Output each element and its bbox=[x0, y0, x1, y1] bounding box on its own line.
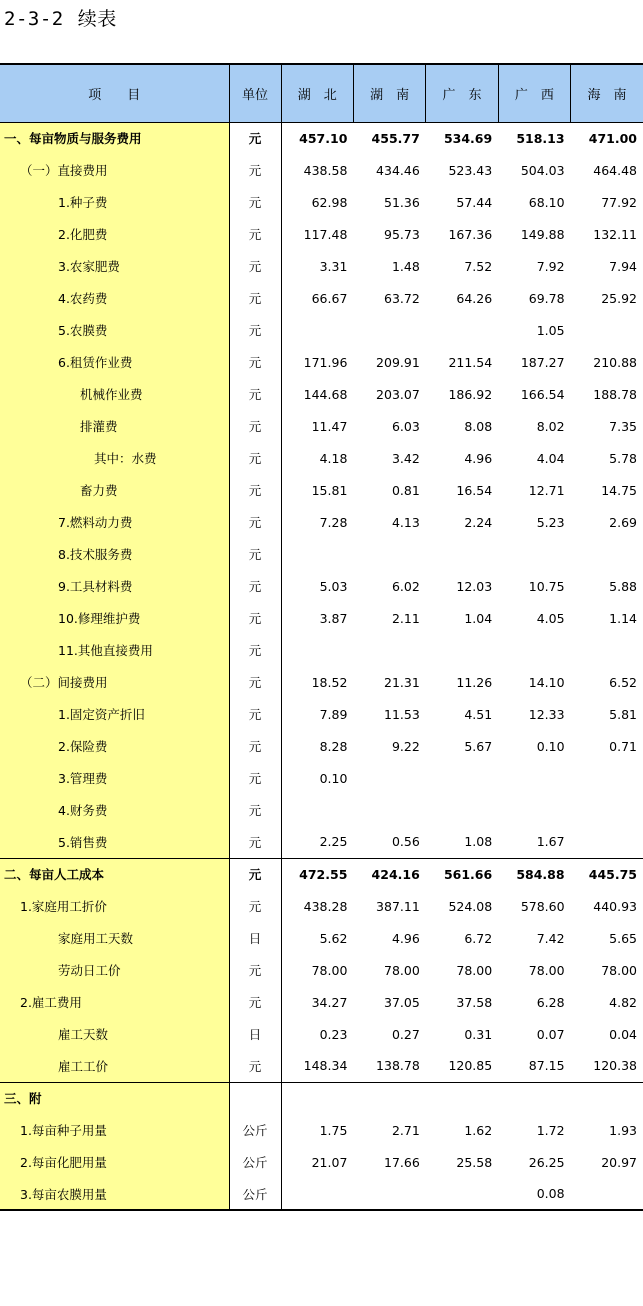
row-label: 2.保险费 bbox=[0, 730, 229, 762]
row-unit: 元 bbox=[229, 1050, 281, 1082]
cell-value: 0.10 bbox=[536, 738, 565, 754]
row-unit bbox=[229, 1082, 281, 1114]
header-region: 湖 北 bbox=[281, 64, 353, 122]
cell-value: 57.44 bbox=[456, 194, 493, 210]
cell-value: 7.94 bbox=[609, 258, 637, 274]
row-unit: 元 bbox=[229, 954, 281, 986]
cell-value: 51.36 bbox=[384, 194, 420, 210]
cell-value bbox=[281, 1178, 353, 1210]
row-unit: 元 bbox=[229, 154, 281, 186]
cell-value: 66.67 bbox=[311, 290, 348, 306]
cell-value bbox=[281, 314, 353, 346]
cell-value: 438.28 bbox=[303, 898, 348, 914]
cell-value: 20.97 bbox=[601, 1154, 637, 1170]
cell-value: 5.03 bbox=[319, 578, 348, 594]
table-row bbox=[0, 154, 643, 186]
row-unit: 元 bbox=[229, 986, 281, 1018]
row-unit: 元 bbox=[229, 634, 281, 666]
cell-value: 0.56 bbox=[391, 834, 420, 850]
cell-value: 132.11 bbox=[593, 226, 637, 242]
cell-value: 472.55 bbox=[281, 858, 353, 890]
row-label: 家庭用工天数 bbox=[0, 922, 229, 954]
cell-value bbox=[571, 762, 643, 794]
cell-value: 0.71 bbox=[609, 738, 637, 754]
cell-value: 584.88 bbox=[498, 858, 570, 890]
cell-value: 117.48 bbox=[303, 226, 348, 242]
cell-value bbox=[571, 314, 643, 346]
cell-value bbox=[426, 1178, 498, 1210]
cell-value bbox=[426, 538, 498, 570]
cell-value: 1.75 bbox=[319, 1122, 348, 1138]
cell-value: 5.67 bbox=[464, 738, 493, 754]
cell-value: 424.16 bbox=[353, 858, 425, 890]
row-label: 三、附 bbox=[0, 1082, 229, 1114]
cell-value: 4.05 bbox=[536, 610, 565, 626]
cell-value: 1.72 bbox=[536, 1122, 565, 1138]
cell-value: 4.04 bbox=[536, 450, 565, 466]
table-row bbox=[0, 122, 643, 154]
table-row bbox=[0, 378, 643, 410]
row-label: 9.工具材料费 bbox=[0, 570, 229, 602]
cell-value: 0.27 bbox=[391, 1026, 420, 1042]
table-row bbox=[0, 442, 643, 474]
cell-value: 0.23 bbox=[319, 1026, 348, 1042]
header-region: 海 南 bbox=[571, 64, 643, 122]
cell-value: 2.69 bbox=[609, 514, 637, 530]
row-label: 5.农膜费 bbox=[0, 314, 229, 346]
cell-value: 4.96 bbox=[464, 450, 493, 466]
table-row bbox=[0, 314, 643, 346]
cell-value bbox=[571, 826, 643, 858]
table-row bbox=[0, 794, 643, 826]
cell-value: 14.75 bbox=[601, 482, 637, 498]
cell-value: 7.35 bbox=[609, 418, 637, 434]
row-unit: 元 bbox=[229, 474, 281, 506]
cell-value: 64.26 bbox=[456, 290, 493, 306]
row-unit: 元 bbox=[229, 346, 281, 378]
table-row bbox=[0, 762, 643, 794]
table-row bbox=[0, 954, 643, 986]
cell-value: 518.13 bbox=[516, 130, 565, 146]
table-title bbox=[4, 6, 117, 32]
cell-value: 3.42 bbox=[391, 450, 420, 466]
row-label: 3.农家肥费 bbox=[0, 250, 229, 282]
cell-value: 63.72 bbox=[384, 290, 420, 306]
row-label: （二）间接费用 bbox=[0, 666, 229, 698]
table-row bbox=[0, 698, 643, 730]
cell-value: 69.78 bbox=[528, 290, 565, 306]
cell-value: 6.03 bbox=[391, 418, 420, 434]
row-label: 6.租赁作业费 bbox=[0, 346, 229, 378]
cell-value: 4.51 bbox=[464, 706, 493, 722]
table-row bbox=[0, 506, 643, 538]
cell-value: 149.88 bbox=[520, 226, 565, 242]
cell-value: 0.31 bbox=[464, 1026, 493, 1042]
row-unit: 元 bbox=[229, 538, 281, 570]
row-unit: 元 bbox=[229, 858, 281, 890]
row-label: 二、每亩人工成本 bbox=[0, 858, 229, 890]
cell-value: 387.11 bbox=[376, 898, 420, 914]
statistics-table bbox=[0, 63, 643, 1211]
cell-value: 0.81 bbox=[391, 482, 420, 498]
table-row bbox=[0, 538, 643, 570]
cell-value bbox=[353, 314, 425, 346]
cell-value: 1.05 bbox=[536, 322, 565, 338]
cell-value: 25.92 bbox=[601, 290, 637, 306]
cell-value: 2.24 bbox=[464, 514, 493, 530]
row-label: 2.雇工费用 bbox=[0, 986, 229, 1018]
row-label: （一）直接费用 bbox=[0, 154, 229, 186]
cell-value: 78.00 bbox=[456, 962, 493, 978]
cell-value: 7.52 bbox=[464, 258, 493, 274]
cell-value: 524.08 bbox=[448, 898, 493, 914]
row-label: 4.农药费 bbox=[0, 282, 229, 314]
cell-value: 2.71 bbox=[391, 1122, 420, 1138]
cell-value: 209.91 bbox=[376, 354, 420, 370]
cell-value: 1.14 bbox=[609, 610, 637, 626]
table-row bbox=[0, 634, 643, 666]
cell-value: 171.96 bbox=[303, 354, 348, 370]
cell-value: 138.78 bbox=[376, 1058, 420, 1074]
cell-value: 166.54 bbox=[520, 386, 565, 402]
cell-value: 144.68 bbox=[303, 386, 348, 402]
cell-value: 37.58 bbox=[456, 994, 493, 1010]
cell-value: 95.73 bbox=[384, 226, 420, 242]
cell-value: 1.93 bbox=[609, 1122, 637, 1138]
table-row bbox=[0, 1178, 643, 1210]
cell-value bbox=[353, 538, 425, 570]
row-label: 畜力费 bbox=[0, 474, 229, 506]
row-unit: 元 bbox=[229, 410, 281, 442]
cell-value: 62.98 bbox=[311, 194, 348, 210]
cell-value: 15.81 bbox=[311, 482, 348, 498]
cell-value bbox=[281, 794, 353, 826]
header-item: 项 目 bbox=[0, 64, 229, 122]
row-label: 5.销售费 bbox=[0, 826, 229, 858]
cell-value: 1.04 bbox=[464, 610, 493, 626]
cell-value bbox=[353, 794, 425, 826]
row-label: 2.化肥费 bbox=[0, 218, 229, 250]
cell-value: 78.00 bbox=[311, 962, 348, 978]
cell-value bbox=[426, 762, 498, 794]
row-unit: 元 bbox=[229, 442, 281, 474]
row-label: 11.其他直接费用 bbox=[0, 634, 229, 666]
cell-value: 8.02 bbox=[536, 418, 565, 434]
row-unit: 公斤 bbox=[229, 1178, 281, 1210]
cell-value: 4.13 bbox=[391, 514, 420, 530]
cell-value: 87.15 bbox=[528, 1058, 565, 1074]
cell-value bbox=[426, 1082, 498, 1114]
cell-value: 3.31 bbox=[319, 258, 348, 274]
cell-value: 77.92 bbox=[601, 194, 637, 210]
row-label: 10.修理维护费 bbox=[0, 602, 229, 634]
cell-value: 0.08 bbox=[498, 1178, 570, 1210]
cell-value: 8.08 bbox=[464, 418, 493, 434]
row-label: 其中：水费 bbox=[0, 442, 229, 474]
cell-value: 7.92 bbox=[536, 258, 565, 274]
cell-value: 4.18 bbox=[319, 450, 348, 466]
cell-value bbox=[353, 762, 425, 794]
cell-value: 6.72 bbox=[464, 930, 493, 946]
cell-value bbox=[353, 1082, 425, 1114]
row-label: 机械作业费 bbox=[0, 378, 229, 410]
cell-value: 4.96 bbox=[391, 930, 420, 946]
cell-value: 188.78 bbox=[593, 386, 637, 402]
cell-value: 26.25 bbox=[528, 1154, 565, 1170]
row-unit: 日 bbox=[229, 922, 281, 954]
cell-value: 5.78 bbox=[609, 450, 637, 466]
table-row bbox=[0, 602, 643, 634]
cell-value: 203.07 bbox=[376, 386, 420, 402]
row-unit: 元 bbox=[229, 122, 281, 154]
cell-value: 6.52 bbox=[609, 674, 637, 690]
cell-value bbox=[426, 794, 498, 826]
cell-value: 10.75 bbox=[528, 578, 565, 594]
table-row bbox=[0, 890, 643, 922]
table-row bbox=[0, 730, 643, 762]
cell-value: 561.66 bbox=[426, 858, 498, 890]
cell-value: 4.82 bbox=[609, 994, 637, 1010]
row-unit: 元 bbox=[229, 506, 281, 538]
cell-value bbox=[426, 314, 498, 346]
cell-value bbox=[353, 1178, 425, 1210]
table-row bbox=[0, 826, 643, 858]
cell-value: 9.22 bbox=[391, 738, 420, 754]
row-label: 1.家庭用工折价 bbox=[0, 890, 229, 922]
row-unit: 元 bbox=[229, 730, 281, 762]
cell-value: 18.52 bbox=[311, 674, 348, 690]
cell-value: 167.36 bbox=[448, 226, 493, 242]
row-unit: 元 bbox=[229, 602, 281, 634]
row-label: 8.技术服务费 bbox=[0, 538, 229, 570]
table-row bbox=[0, 1050, 643, 1082]
cell-value: 578.60 bbox=[520, 898, 565, 914]
row-label: 3.管理费 bbox=[0, 762, 229, 794]
row-label: 劳动日工价 bbox=[0, 954, 229, 986]
table-row bbox=[0, 1018, 643, 1050]
cell-value: 0.07 bbox=[536, 1026, 565, 1042]
table-row bbox=[0, 858, 643, 890]
cell-value: 78.00 bbox=[528, 962, 565, 978]
cell-value bbox=[281, 538, 353, 570]
cell-value: 8.28 bbox=[319, 738, 348, 754]
cell-value: 5.23 bbox=[536, 514, 565, 530]
row-label: 一、每亩物质与服务费用 bbox=[0, 122, 229, 154]
cell-value: 21.31 bbox=[384, 674, 420, 690]
cell-value: 440.93 bbox=[593, 898, 637, 914]
table-row bbox=[0, 1146, 643, 1178]
cell-value: 1.48 bbox=[391, 258, 420, 274]
table-row bbox=[0, 1082, 643, 1114]
table-row bbox=[0, 570, 643, 602]
table-row bbox=[0, 474, 643, 506]
cell-value bbox=[498, 634, 570, 666]
table-row bbox=[0, 922, 643, 954]
table-row bbox=[0, 346, 643, 378]
row-unit: 元 bbox=[229, 794, 281, 826]
cell-value: 464.48 bbox=[593, 162, 637, 178]
cell-value: 6.28 bbox=[536, 994, 565, 1010]
row-unit: 元 bbox=[229, 826, 281, 858]
row-unit: 元 bbox=[229, 698, 281, 730]
cell-value bbox=[353, 634, 425, 666]
cell-value bbox=[498, 1082, 570, 1114]
row-label: 1.固定资产折旧 bbox=[0, 698, 229, 730]
cell-value: 37.05 bbox=[384, 994, 420, 1010]
row-label: 排灌费 bbox=[0, 410, 229, 442]
row-unit: 元 bbox=[229, 282, 281, 314]
cell-value: 7.42 bbox=[536, 930, 565, 946]
row-label: 1.每亩种子用量 bbox=[0, 1114, 229, 1146]
table-row bbox=[0, 1114, 643, 1146]
row-unit: 元 bbox=[229, 666, 281, 698]
cell-value: 120.85 bbox=[448, 1058, 493, 1074]
cell-value: 6.02 bbox=[391, 578, 420, 594]
cell-value bbox=[281, 1082, 353, 1114]
cell-value bbox=[426, 634, 498, 666]
row-label: 雇工天数 bbox=[0, 1018, 229, 1050]
cell-value: 211.54 bbox=[448, 354, 493, 370]
row-label: 1.种子费 bbox=[0, 186, 229, 218]
cell-value: 7.89 bbox=[319, 706, 348, 722]
row-unit: 元 bbox=[229, 890, 281, 922]
row-unit: 元 bbox=[229, 762, 281, 794]
table-row bbox=[0, 218, 643, 250]
cell-value bbox=[571, 1082, 643, 1114]
cell-value bbox=[498, 762, 570, 794]
cell-value bbox=[571, 538, 643, 570]
header-unit: 单位 bbox=[229, 64, 281, 122]
cell-value: 16.54 bbox=[456, 482, 493, 498]
cell-value: 78.00 bbox=[601, 962, 637, 978]
table-header bbox=[0, 64, 643, 122]
cell-value: 11.26 bbox=[456, 674, 493, 690]
cell-value: 25.58 bbox=[456, 1154, 493, 1170]
table-row bbox=[0, 186, 643, 218]
cell-value: 1.62 bbox=[464, 1122, 493, 1138]
cell-value: 455.77 bbox=[371, 130, 420, 146]
cell-value: 34.27 bbox=[311, 994, 348, 1010]
table-row bbox=[0, 666, 643, 698]
cell-value: 17.66 bbox=[384, 1154, 420, 1170]
cell-value: 3.87 bbox=[319, 610, 348, 626]
header-region: 湖 南 bbox=[353, 64, 425, 122]
row-unit: 元 bbox=[229, 186, 281, 218]
cell-value bbox=[571, 634, 643, 666]
cell-value: 1.08 bbox=[464, 834, 493, 850]
cell-value: 12.71 bbox=[528, 482, 565, 498]
cell-value: 5.88 bbox=[609, 578, 637, 594]
cell-value: 445.75 bbox=[571, 858, 643, 890]
table-row bbox=[0, 282, 643, 314]
cell-value: 534.69 bbox=[443, 130, 493, 146]
cell-value: 186.92 bbox=[448, 386, 493, 402]
cell-value: 434.46 bbox=[376, 162, 420, 178]
cell-value: 438.58 bbox=[303, 162, 348, 178]
cell-value: 471.00 bbox=[588, 130, 637, 146]
cell-value bbox=[571, 1178, 643, 1210]
table-row bbox=[0, 250, 643, 282]
cell-value: 5.65 bbox=[609, 930, 637, 946]
row-unit: 公斤 bbox=[229, 1114, 281, 1146]
row-unit: 元 bbox=[229, 570, 281, 602]
row-unit: 元 bbox=[229, 314, 281, 346]
cell-value: 0.10 bbox=[319, 770, 348, 786]
cell-value: 210.88 bbox=[593, 354, 637, 370]
row-label: 4.财务费 bbox=[0, 794, 229, 826]
header-region: 广 东 bbox=[426, 64, 498, 122]
cell-value: 5.62 bbox=[319, 930, 348, 946]
row-unit: 元 bbox=[229, 250, 281, 282]
row-label: 3.每亩农膜用量 bbox=[0, 1178, 229, 1210]
table-caption: 续表 bbox=[77, 8, 117, 30]
row-unit: 元 bbox=[229, 218, 281, 250]
table-number: 2-3-2 bbox=[4, 8, 64, 30]
header-region: 广 西 bbox=[498, 64, 570, 122]
table-row bbox=[0, 410, 643, 442]
cell-value: 2.11 bbox=[391, 610, 420, 626]
row-label: 7.燃料动力费 bbox=[0, 506, 229, 538]
cell-value: 457.10 bbox=[299, 130, 348, 146]
cell-value: 0.04 bbox=[609, 1026, 637, 1042]
cell-value: 148.34 bbox=[303, 1058, 348, 1074]
cell-value bbox=[281, 634, 353, 666]
cell-value: 68.10 bbox=[528, 194, 565, 210]
cell-value: 7.28 bbox=[319, 514, 348, 530]
cell-value bbox=[498, 794, 570, 826]
cell-value: 504.03 bbox=[520, 162, 565, 178]
cell-value: 120.38 bbox=[593, 1058, 637, 1074]
cell-value: 11.53 bbox=[384, 706, 420, 722]
cell-value: 78.00 bbox=[384, 962, 420, 978]
cell-value: 2.25 bbox=[319, 834, 348, 850]
cell-value bbox=[498, 538, 570, 570]
cell-value: 187.27 bbox=[520, 354, 565, 370]
cell-value: 1.67 bbox=[536, 834, 565, 850]
cell-value: 21.07 bbox=[311, 1154, 348, 1170]
cell-value: 523.43 bbox=[448, 162, 493, 178]
cell-value: 14.10 bbox=[528, 674, 565, 690]
row-unit: 公斤 bbox=[229, 1146, 281, 1178]
cell-value bbox=[571, 794, 643, 826]
table-body bbox=[0, 122, 643, 1210]
cell-value: 12.03 bbox=[456, 578, 493, 594]
cell-value: 12.33 bbox=[528, 706, 565, 722]
row-label: 2.每亩化肥用量 bbox=[0, 1146, 229, 1178]
cell-value: 11.47 bbox=[311, 418, 348, 434]
row-unit: 日 bbox=[229, 1018, 281, 1050]
row-unit: 元 bbox=[229, 378, 281, 410]
row-label: 雇工工价 bbox=[0, 1050, 229, 1082]
cell-value: 5.81 bbox=[609, 706, 637, 722]
table-row bbox=[0, 986, 643, 1018]
